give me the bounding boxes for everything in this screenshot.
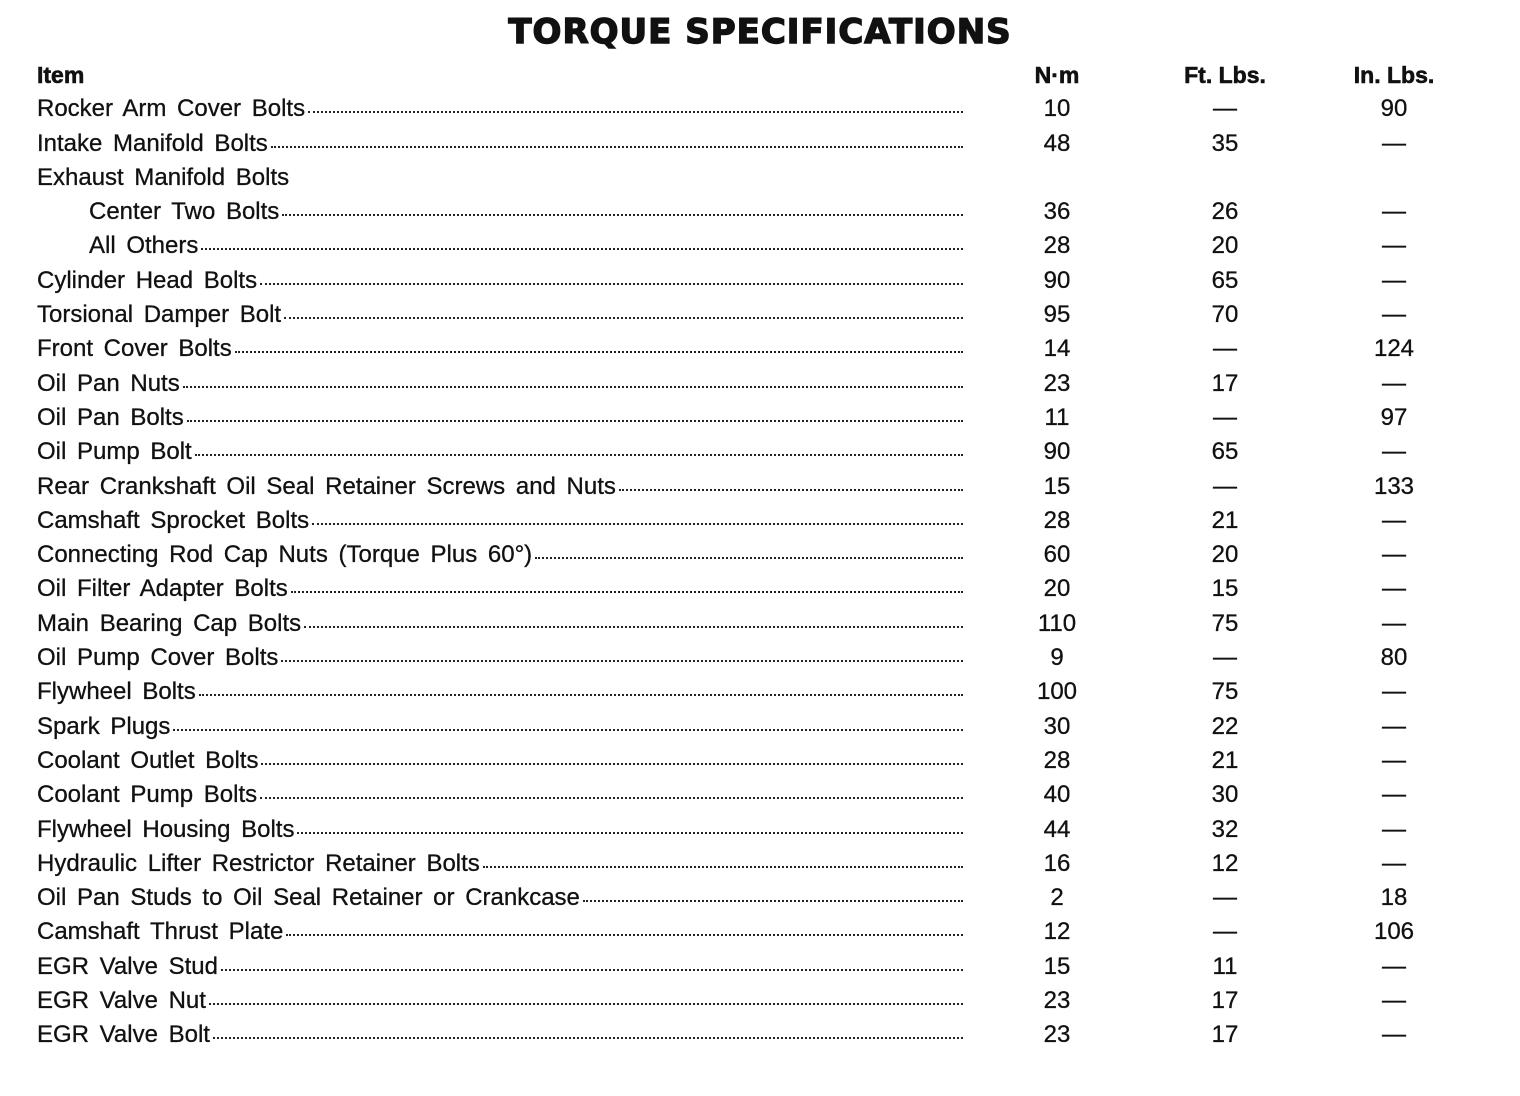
dot-leader [201,248,963,250]
item-cell [37,675,963,709]
table-row [0,435,1520,469]
table-row [0,367,1520,401]
dot-leader [199,694,963,696]
ft-lbs-value: 65 [1211,438,1239,466]
header-item [37,58,963,92]
dot-leader [304,626,963,628]
dot-leader [281,660,963,662]
nm-value: 14 [1043,335,1071,363]
nm-value: 28 [1043,506,1071,534]
header-nm: N·m [1034,62,1080,88]
in-lbs-value: 124 [1373,335,1415,363]
dot-leader [535,557,963,559]
item-name: Spark Plugs [37,712,171,740]
item-name: Flywheel Bolts [37,678,196,706]
nm-value: 28 [1043,232,1071,260]
ft-lbs-value: — [1213,335,1237,363]
dot-leader [583,900,963,902]
item-cell [37,470,963,504]
item-cell [37,538,963,572]
in-lbs-value: — [1382,609,1406,637]
nm-value: 15 [1043,472,1071,500]
nm-value: 44 [1043,815,1071,843]
dot-leader [183,386,963,388]
item-cell [37,778,963,812]
dot-leader [195,454,963,456]
header-in-lbs: In. Lbs. [1353,62,1435,88]
dot-leader [282,214,963,216]
nm-value: 23 [1043,1021,1071,1049]
nm-value: 36 [1043,198,1071,226]
ft-lbs-value: 15 [1211,575,1239,603]
table-row [0,675,1520,709]
in-lbs-value: 133 [1373,472,1415,500]
item-cell [37,435,963,469]
item-name: EGR Valve Stud [37,952,218,980]
ft-lbs-value: 32 [1211,815,1239,843]
in-lbs-value: — [1382,746,1406,774]
table-row [0,538,1520,572]
ft-lbs-value: 21 [1211,746,1239,774]
item-name: Connecting Rod Cap Nuts (Torque Plus 60°) [37,541,533,569]
item-cell [37,1018,963,1052]
dot-leader [286,934,963,936]
dot-leader [261,763,963,765]
in-lbs-value: — [1382,678,1406,706]
dot-leader [291,591,963,593]
table-row [0,881,1520,915]
item-name: Front Cover Bolts [37,335,232,363]
item-cell [37,332,963,366]
dot-leader [209,1003,963,1005]
ft-lbs-value: 30 [1211,781,1239,809]
item-name: Rocker Arm Cover Bolts [37,95,306,123]
nm-value: 23 [1043,987,1071,1015]
nm-value: 40 [1043,781,1071,809]
table-row [0,332,1520,366]
in-lbs-value: — [1382,301,1406,329]
item-name: Coolant Pump Bolts [37,781,258,809]
table-row [0,504,1520,538]
table-row [0,984,1520,1018]
dot-leader [260,797,963,799]
ft-lbs-value: — [1213,918,1237,946]
nm-value: 10 [1043,95,1071,123]
ft-lbs-value: 21 [1211,506,1239,534]
in-lbs-value: — [1382,952,1406,980]
table-row [0,607,1520,641]
item-name: Oil Filter Adapter Bolts [37,575,288,603]
item-name: EGR Valve Nut [37,987,206,1015]
ft-lbs-value: — [1213,884,1237,912]
nm-value: 2 [1050,884,1064,912]
table-row [0,744,1520,778]
ft-lbs-value: 26 [1211,198,1239,226]
item-name: All Others [89,232,199,260]
ft-lbs-value: 75 [1211,609,1239,637]
torque-spec-table [0,58,1520,1053]
in-lbs-value: — [1382,575,1406,603]
nm-value: 28 [1043,746,1071,774]
dot-leader [187,420,963,422]
item-name: Camshaft Thrust Plate [37,918,284,946]
item-name: EGR Valve Bolt [37,1021,210,1049]
in-lbs-value: 106 [1373,918,1415,946]
table-row [0,641,1520,675]
table-row [0,950,1520,984]
in-lbs-value: — [1382,369,1406,397]
ft-lbs-value: 75 [1211,678,1239,706]
ft-lbs-value: 17 [1211,1021,1239,1049]
nm-value: 23 [1043,369,1071,397]
header-ft-lbs: Ft. Lbs. [1184,62,1266,88]
ft-lbs-value: 12 [1211,849,1239,877]
dot-leader [213,1037,963,1039]
in-lbs-value: — [1382,712,1406,740]
nm-value: 16 [1043,849,1071,877]
nm-value: 20 [1043,575,1071,603]
ft-lbs-value: 22 [1211,712,1239,740]
page-title: TORQUE SPECIFICATIONS [508,12,1012,52]
ft-lbs-value: 35 [1211,129,1239,157]
item-cell [89,195,963,229]
in-lbs-value: 18 [1380,884,1408,912]
nm-value: 100 [1036,678,1078,706]
item-cell [37,950,963,984]
in-lbs-value: — [1382,849,1406,877]
dot-leader [483,866,963,868]
item-cell [37,641,963,675]
item-name: Cylinder Head Bolts [37,266,258,294]
item-cell [37,161,963,195]
in-lbs-value: 80 [1380,644,1408,672]
in-lbs-value: — [1382,781,1406,809]
nm-value: 90 [1043,438,1071,466]
in-lbs-value: 90 [1380,95,1408,123]
table-row [0,915,1520,949]
table-row [0,229,1520,263]
nm-value: 9 [1050,644,1064,672]
item-cell [37,367,963,401]
nm-value: 95 [1043,301,1071,329]
item-cell [37,915,963,949]
dot-leader [221,969,963,971]
item-name: Flywheel Housing Bolts [37,815,295,843]
dot-leader [284,317,963,319]
item-cell [37,607,963,641]
ft-lbs-value: 65 [1211,266,1239,294]
ft-lbs-value: — [1213,403,1237,431]
dot-leader [297,832,963,834]
table-body [0,92,1520,1052]
item-name: Oil Pan Nuts [37,369,180,397]
in-lbs-value: — [1382,506,1406,534]
nm-value: 110 [1037,609,1077,637]
in-lbs-value: 97 [1380,403,1408,431]
table-row [0,847,1520,881]
item-cell [37,710,963,744]
table-row [0,401,1520,435]
ft-lbs-value: 20 [1211,232,1239,260]
item-name: Oil Pump Bolt [37,438,192,466]
in-lbs-value: — [1382,266,1406,294]
nm-value: 15 [1043,952,1071,980]
in-lbs-value: — [1382,1021,1406,1049]
ft-lbs-value: 17 [1211,987,1239,1015]
table-row [0,710,1520,744]
item-cell [89,229,963,263]
nm-value: 60 [1043,541,1071,569]
ft-lbs-value: 70 [1211,301,1239,329]
in-lbs-value: — [1382,815,1406,843]
item-cell [37,881,963,915]
table-row [0,813,1520,847]
item-cell [37,504,963,538]
table-row [0,778,1520,812]
dot-leader [173,729,963,731]
table-row [0,298,1520,332]
nm-value: 11 [1044,403,1070,431]
table-row [0,195,1520,229]
item-name: Intake Manifold Bolts [37,129,268,157]
ft-lbs-value: 20 [1211,541,1239,569]
table-row [0,1018,1520,1052]
item-name: Hydraulic Lifter Restrictor Retainer Bolts [37,849,480,877]
table-row [0,572,1520,606]
table-row [0,161,1520,195]
item-name: Torsional Damper Bolt [37,301,282,329]
ft-lbs-value: — [1213,644,1237,672]
dot-leader [308,111,963,113]
item-name: Exhaust Manifold Bolts [37,163,290,191]
item-name: Rear Crankshaft Oil Seal Retainer Screws and Nuts [37,472,616,500]
item-name: Center Two Bolts [89,198,280,226]
nm-value: 30 [1043,712,1071,740]
ft-lbs-value: 17 [1211,369,1239,397]
in-lbs-value: — [1382,987,1406,1015]
table-row [0,127,1520,161]
dot-leader [260,283,963,285]
dot-leader [619,489,963,491]
item-cell [37,984,963,1018]
dot-leader [312,523,963,525]
nm-value: 48 [1043,129,1071,157]
item-name: Camshaft Sprocket Bolts [37,506,310,534]
table-row [0,264,1520,298]
dot-leader [235,351,963,353]
table-header-row [0,58,1520,92]
item-cell [37,813,963,847]
nm-value: 12 [1043,918,1071,946]
item-cell [37,127,963,161]
table-row [0,92,1520,126]
in-lbs-value: — [1382,438,1406,466]
item-name: Oil Pan Bolts [37,403,184,431]
item-cell [37,298,963,332]
item-name: Main Bearing Cap Bolts [37,609,302,637]
item-name: Oil Pan Studs to Oil Seal Retainer or Crankcase [37,884,580,912]
dot-leader [271,146,963,148]
in-lbs-value: — [1382,129,1406,157]
item-cell [37,744,963,778]
table-row [0,470,1520,504]
item-name: Oil Pump Cover Bolts [37,644,279,672]
in-lbs-value: — [1382,232,1406,260]
ft-lbs-value: — [1213,95,1237,123]
item-cell [37,401,963,435]
header-item-label: Item [37,62,85,88]
nm-value: 90 [1043,266,1071,294]
item-cell [37,264,963,298]
item-cell [37,847,963,881]
in-lbs-value: — [1382,541,1406,569]
in-lbs-value: — [1382,198,1406,226]
ft-lbs-value: — [1213,472,1237,500]
item-cell [37,572,963,606]
item-cell [37,92,963,126]
ft-lbs-value: 11 [1212,952,1238,980]
item-name: Coolant Outlet Bolts [37,746,259,774]
